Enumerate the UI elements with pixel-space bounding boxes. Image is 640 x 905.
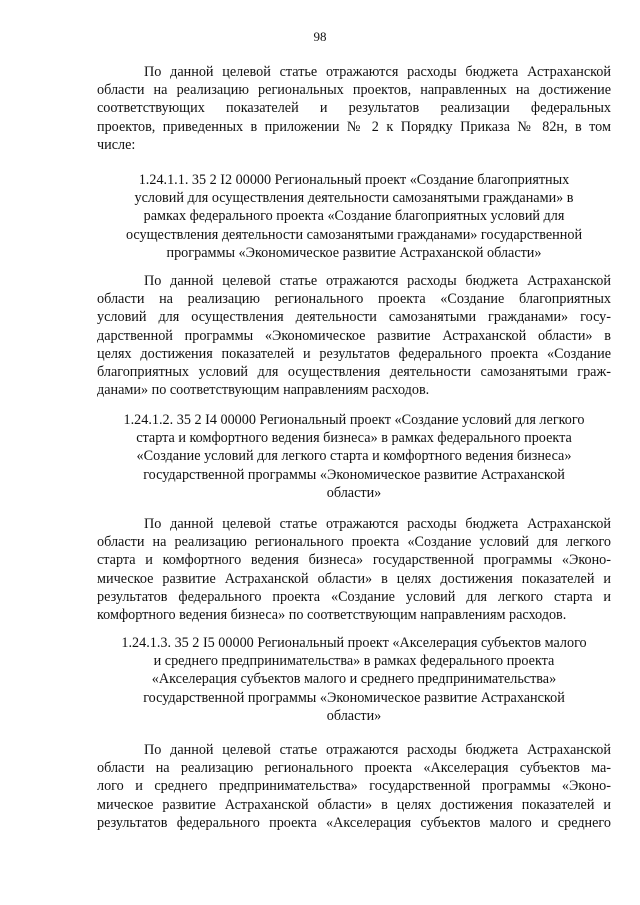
paragraph-line: По данной целевой статье отражаются расходы бюджета Астраханской — [144, 64, 611, 80]
paragraph-line: результатов федерального проекта «Создание условий для легкого старта и — [97, 588, 611, 605]
description-paragraph-3 — [97, 741, 611, 832]
paragraph-line: числе: — [97, 136, 136, 153]
heading-line: области» — [326, 707, 382, 724]
heading-line: программы «Экономическое развитие Астраханской области» — [166, 244, 542, 261]
heading-line: 1.24.1.2. 35 2 I4 00000 Региональный проект «Создание условий для легкого — [123, 412, 585, 428]
paragraph-line: дарственной программы «Экономическое развитие Астраханской области» в — [97, 327, 611, 344]
heading-line: 1.24.1.1. 35 2 I2 00000 Региональный проект «Создание благоприятных — [138, 172, 570, 188]
paragraph-line: лого и среднего предпринимательства» государственной программы «Эконо- — [97, 778, 611, 795]
paragraph-line: старта и комфортного ведения бизнеса» государственной программы «Эконо- — [97, 552, 611, 569]
paragraph-line: области на реализацию регионального проекта «Создание условий для легкого — [97, 534, 611, 551]
paragraph-line: комфортного ведения бизнеса» по соответствующим направлениям расходов. — [97, 607, 567, 624]
heading-line: области» — [326, 484, 382, 501]
intro-paragraph — [97, 63, 611, 154]
paragraph-line: соответствующих показателей и результатов реализации федеральных — [97, 100, 611, 117]
section-heading-1-24-1-2 — [97, 411, 611, 502]
heading-line: «Акселерация субъектов малого и среднего предпринимательства» — [151, 671, 557, 688]
heading-line: осуществления деятельности самозанятыми гражданами» государственной — [125, 226, 583, 243]
heading-line: 1.24.1.3. 35 2 I5 00000 Региональный проект «Акселерация субъектов малого — [121, 635, 587, 651]
paragraph-line: По данной целевой статье отражаются расходы бюджета Астраханской — [144, 273, 611, 289]
page-number: 98 — [313, 29, 327, 44]
paragraph-line: По данной целевой статье отражаются расходы бюджета Астраханской — [144, 516, 611, 532]
heading-line: условий для осуществления деятельности самозанятыми гражданами» в — [134, 190, 574, 207]
heading-line: «Создание условий для легкого старта и комфортного ведения бизнеса» — [136, 448, 572, 465]
paragraph-line: результатов федерального проекта «Акселерация субъектов малого и среднего — [97, 814, 611, 831]
section-heading-1-24-1-3 — [97, 634, 611, 725]
paragraph-line: области на реализацию региональных проектов, направленных на достижение — [97, 82, 611, 99]
paragraph-line: данами» по соответствующим направлениям расходов. — [97, 382, 430, 399]
section-heading-1-24-1-1 — [97, 171, 611, 262]
paragraph-line: благоприятных условий для осуществления деятельности самозанятыми граж- — [97, 364, 611, 381]
paragraph-line: целях достижения показателей и результатов федерального проекта «Создание — [97, 345, 611, 362]
paragraph-line: По данной целевой статье отражаются расходы бюджета Астраханской — [144, 742, 611, 758]
description-paragraph-1 — [97, 272, 611, 399]
paragraph-line: области на реализацию регионального проекта «Создание благоприятных — [97, 291, 611, 308]
paragraph-line: условий для осуществления деятельности самозанятыми гражданами» госу- — [97, 309, 611, 326]
heading-line: старта и комфортного ведения бизнеса» в рамках федерального проекта — [136, 430, 572, 447]
description-paragraph-2 — [97, 515, 611, 624]
paragraph-line: мическое развитие Астраханской области» в целях достижения показателей и — [97, 570, 611, 587]
paragraph-line: мическое развитие Астраханской области» в целях достижения показателей и — [97, 796, 611, 813]
heading-line: государственной программы «Экономическое развитие Астраханской — [143, 689, 565, 706]
heading-line: рамках федерального проекта «Создание благоприятных условий для — [143, 208, 565, 225]
heading-line: государственной программы «Экономическое развитие Астраханской — [143, 466, 565, 483]
paragraph-line: области на реализацию регионального проекта «Акселерация субъектов ма- — [97, 760, 611, 777]
paragraph-line: проектов, приведенных в приложении № 2 к Порядку Приказа № 82н, в том — [97, 118, 611, 135]
heading-line: и среднего предпринимательства» в рамках федерального проекта — [153, 653, 555, 670]
